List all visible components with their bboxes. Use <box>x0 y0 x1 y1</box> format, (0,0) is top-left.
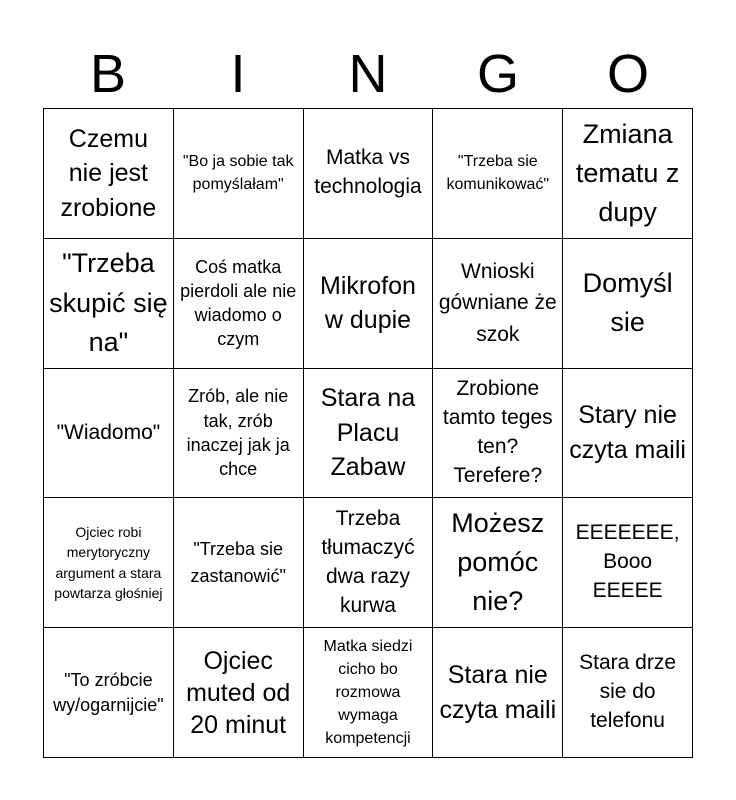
cell-text: EEEEEEE, Booo EEEEE <box>575 521 680 603</box>
cell-text: Trzeba tłumaczyć dwa razy kurwa <box>321 506 415 617</box>
bingo-cell[interactable] <box>304 109 434 239</box>
bingo-cell[interactable] <box>44 369 174 499</box>
cell-text: "Trzeba skupić się na" <box>49 248 168 357</box>
cell-text: Ojciec robi merytoryczny argument a stara powtarza głośniej <box>54 524 163 602</box>
bingo-cell[interactable] <box>433 369 563 499</box>
bingo-header <box>43 40 693 108</box>
bingo-cell[interactable] <box>44 628 174 758</box>
cell-text: Coś matka pierdoli ale nie wiadomo o czym <box>180 256 297 350</box>
cell-text: Matka siedzi cicho bo rozmowa wymaga kompetencji <box>323 637 413 748</box>
bingo-cell[interactable] <box>304 369 434 499</box>
cell-text: Możesz pomóc nie? <box>451 508 545 617</box>
bingo-cell[interactable] <box>563 369 693 499</box>
header-letter-n: N <box>348 44 388 104</box>
cell-text: Ojciec muted od 20 minut <box>186 646 291 739</box>
bingo-cell[interactable] <box>433 109 563 239</box>
cell-text: "Trzeba sie zastanowić" <box>190 538 286 586</box>
bingo-cell[interactable] <box>174 369 304 499</box>
cell-text: "Trzeba sie komunikować" <box>446 153 550 194</box>
cell-text: Stary nie czyta maili <box>569 401 686 464</box>
cell-text: Mikrofon w dupie <box>320 271 416 335</box>
bingo-cell[interactable] <box>563 109 693 239</box>
bingo-cell[interactable] <box>433 498 563 628</box>
cell-text: Stara nie czyta maili <box>439 661 557 724</box>
cell-text: Zrób, ale nie tak, zrób inaczej jak ja chce <box>186 386 290 480</box>
cell-text: Zrobione tamto teges ten? Terefere? <box>442 377 553 487</box>
bingo-board <box>43 108 693 758</box>
cell-text: Zmiana tematu z dupy <box>575 118 680 227</box>
cell-text: Wnioski gówniane że szok <box>438 259 557 346</box>
cell-text: Matka vs technologia <box>314 146 422 199</box>
bingo-cell[interactable] <box>44 498 174 628</box>
bingo-cell[interactable] <box>304 239 434 369</box>
bingo-cell[interactable] <box>174 498 304 628</box>
bingo-cell[interactable] <box>304 498 434 628</box>
header-letter-i: I <box>230 44 246 104</box>
bingo-cell[interactable] <box>563 628 693 758</box>
header-letter-b: B <box>89 44 127 104</box>
bingo-cell[interactable] <box>174 109 304 239</box>
bingo-cell[interactable] <box>174 628 304 758</box>
bingo-cell[interactable] <box>174 239 304 369</box>
cell-text: "To zróbcie wy/ogarnijcie" <box>53 670 164 715</box>
cell-text: Stara na Placu Zabaw <box>320 384 416 482</box>
bingo-cell[interactable] <box>304 628 434 758</box>
cell-text: "Bo ja sobie tak pomyślałam" <box>182 153 294 194</box>
cell-text: Domyśl sie <box>582 268 673 338</box>
header-letter-g: G <box>476 44 519 104</box>
bingo-cell[interactable] <box>563 239 693 369</box>
cell-text: "Wiadomo" <box>56 420 161 444</box>
bingo-cell[interactable] <box>433 628 563 758</box>
bingo-cell[interactable] <box>44 109 174 239</box>
bingo-cell[interactable] <box>44 239 174 369</box>
bingo-cell[interactable] <box>563 498 693 628</box>
cell-text: Czemu nie jest zrobione <box>60 124 157 222</box>
header-letter-o: O <box>606 44 649 104</box>
cell-text: Stara drze sie do telefonu <box>579 651 677 733</box>
bingo-cell[interactable] <box>433 239 563 369</box>
